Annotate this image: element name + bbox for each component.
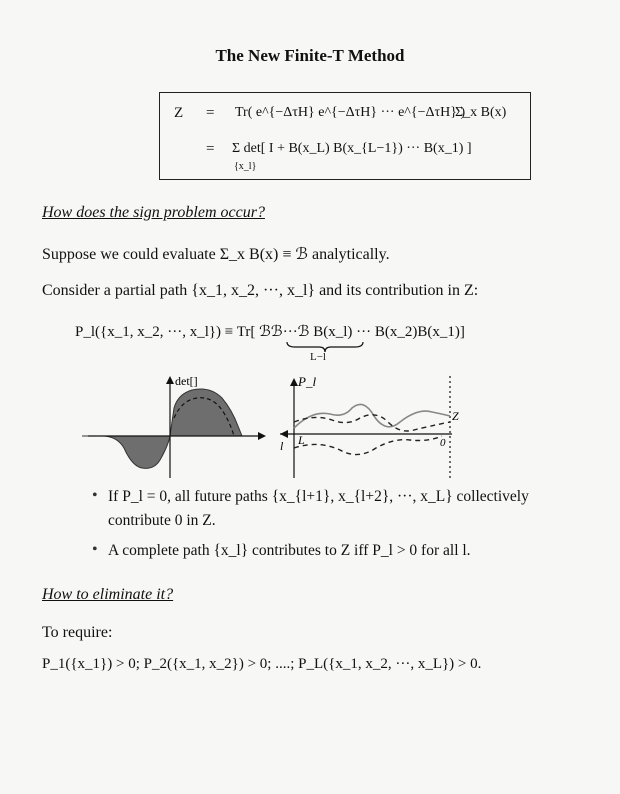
eq-line1-equals: = <box>206 105 215 121</box>
eq-line1-rhs: Tr( e^{−ΔτH} e^{−ΔτH} ··· e^{−ΔτH} ) <box>235 105 466 120</box>
page-title: The New Finite-T Method <box>215 46 405 65</box>
paragraph-3: To require: <box>42 624 113 641</box>
det-axis-label: det[] <box>175 374 198 388</box>
bullet-2-line1: A complete path {x_l} contributes to Z iff P_l > 0 for all l. <box>108 542 471 559</box>
Z-label: Z <box>452 409 459 423</box>
bullet-dot-1: • <box>92 487 98 504</box>
path-equation: P_l({x_1, x_2, ···, x_l}) ≡ Tr[ ℬℬ···ℬ B(x_l) ··· B(x_2)B(x_1)] <box>75 324 465 340</box>
pl-axis-label: P_l <box>298 374 317 389</box>
paragraph-1: Suppose we could evaluate Σ_x B(x) ≡ ℬ analytically. <box>42 246 390 263</box>
section2-heading: How to eliminate it? <box>42 586 174 603</box>
bullet-1-line2: contribute 0 in Z. <box>108 512 216 529</box>
sign-problem-figure <box>82 368 472 486</box>
section1-heading: How does the sign problem occur? <box>42 204 265 221</box>
final-equation: P_1({x_1}) > 0; P_2({x_1, x_2}) > 0; ....; P_L({x_1, x_2, ···, x_L}) > 0. <box>42 656 482 672</box>
eq-line1-aside: Σ_x B(x) <box>455 105 507 120</box>
L-label: L <box>298 433 305 447</box>
underbrace-label: L−l <box>310 351 326 363</box>
eq-line2-rhs: Σ det[ I + B(x_L) B(x_{L−1}) ··· B(x_1) ] <box>232 141 472 156</box>
eq-line2-equals: = <box>206 141 215 157</box>
l-label: l <box>280 439 284 453</box>
zero-label: 0 <box>440 437 446 449</box>
bullet-1-line1: If P_l = 0, all future paths {x_{l+1}, x_{l+2}, ···, x_L} collectively <box>108 488 529 505</box>
path-plot <box>280 374 459 480</box>
bullet-dot-2: • <box>92 541 98 558</box>
eq-line1-lhs: Z <box>174 105 184 121</box>
paragraph-2: Consider a partial path {x_1, x_2, ···, x_l} and its contribution in Z: <box>42 282 479 299</box>
det-plot <box>82 374 266 478</box>
eq-line2-sum-subscript: {x_l} <box>234 161 257 172</box>
